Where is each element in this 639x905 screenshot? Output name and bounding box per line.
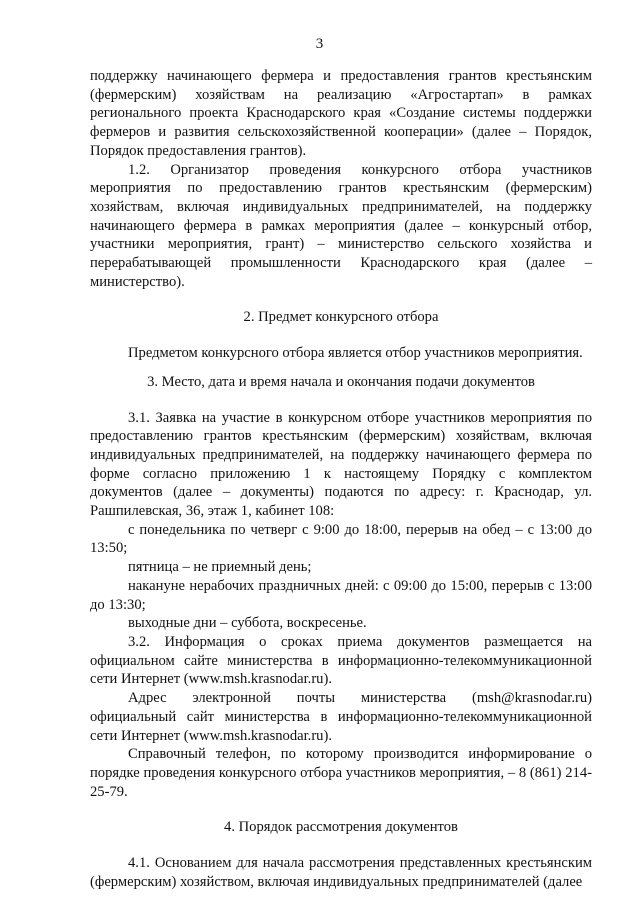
schedule-weekend: выходные дни – суббота, воскресенье. [128, 615, 367, 632]
paragraph-3-1: 3.1. Заявка на участие в конкурсном отборе участников мероприятия по предоставлению грантов крестьянским (фермерским) хозяйствам, включая индивидуальных предпринимателей, на поддержку начинающего фермера по форме согласно приложению 1 к настоящему Порядку с комплектом документов (далее – документы) подаются по адресу: г. Краснодар, ул. Рашпилевская, 36, этаж 1, кабинет 108: [90, 409, 592, 520]
document-body [90, 67, 592, 891]
paragraph-3-2: 3.2. Информация о сроках приема документов размещается на официальном сайте министерства в информационно-телекоммуникационной сети Интернет (www.msh.krasnodar.ru). [90, 633, 592, 688]
section-2-heading: 2. Предмет конкурсного отбора [243, 309, 439, 326]
paragraph-4-1: 4.1. Основанием для начала рассмотрения представленных крестьянским (фермерским) хозяйством, включая индивидуальных предпринимателей (далее [90, 855, 592, 890]
schedule-weekdays: с понедельника по четверг с 9:00 до 18:00, перерыв на обед – с 13:00 до 13:50; [90, 521, 592, 557]
page-number: 3 [315, 36, 324, 52]
section-3-heading: 3. Место, дата и время начала и окончания подачи документов [147, 373, 535, 390]
paragraph-email: Адрес электронной почты министерства (msh@krasnodar.ru) официальный сайт министерства в информационно-телекоммуникационной сети Интернет (www.msh.krasnodar.ru). [90, 690, 592, 744]
schedule-friday: пятница – не приемный день; [128, 559, 312, 576]
paragraph-1-2: 1.2. Организатор проведения конкурсного отбора участников мероприятия по предоставлению грантов крестьянским (фермерским) хозяйствам, включая индивидуальных предпринимателей, на поддержку начинающего фермера в рамках мероприятия (далее – конкурсный отбор, участники мероприятия, грант) – министерство сельского хозяйства и перерабатывающей промышленности Краснодарского края (далее – министерство). [90, 161, 592, 290]
paragraph-continuation: поддержку начинающего фермера и предоставления грантов крестьянским (фермерским) хозяйствам на реализацию «Агростартап» в рамках регионального проекта Краснодарского края «Создание системы поддержки фермеров и развития сельскохозяйственной кооперации» (далее – Порядок, Порядок предоставления грантов). [90, 68, 592, 159]
section-2-text: Предметом конкурсного отбора является отбор участников мероприятия. [128, 345, 583, 362]
section-4-heading: 4. Порядок рассмотрения документов [224, 819, 458, 836]
paragraph-phone: Справочный телефон, по которому производится информирование о порядке проведения конкурсного отбора участников мероприятия, – 8 (861) 214-25-79. [90, 746, 592, 800]
schedule-pre-holiday: накануне нерабочих праздничных дней: с 09:00 до 15:00, перерыв с 13:00 до 13:30; [90, 577, 592, 613]
